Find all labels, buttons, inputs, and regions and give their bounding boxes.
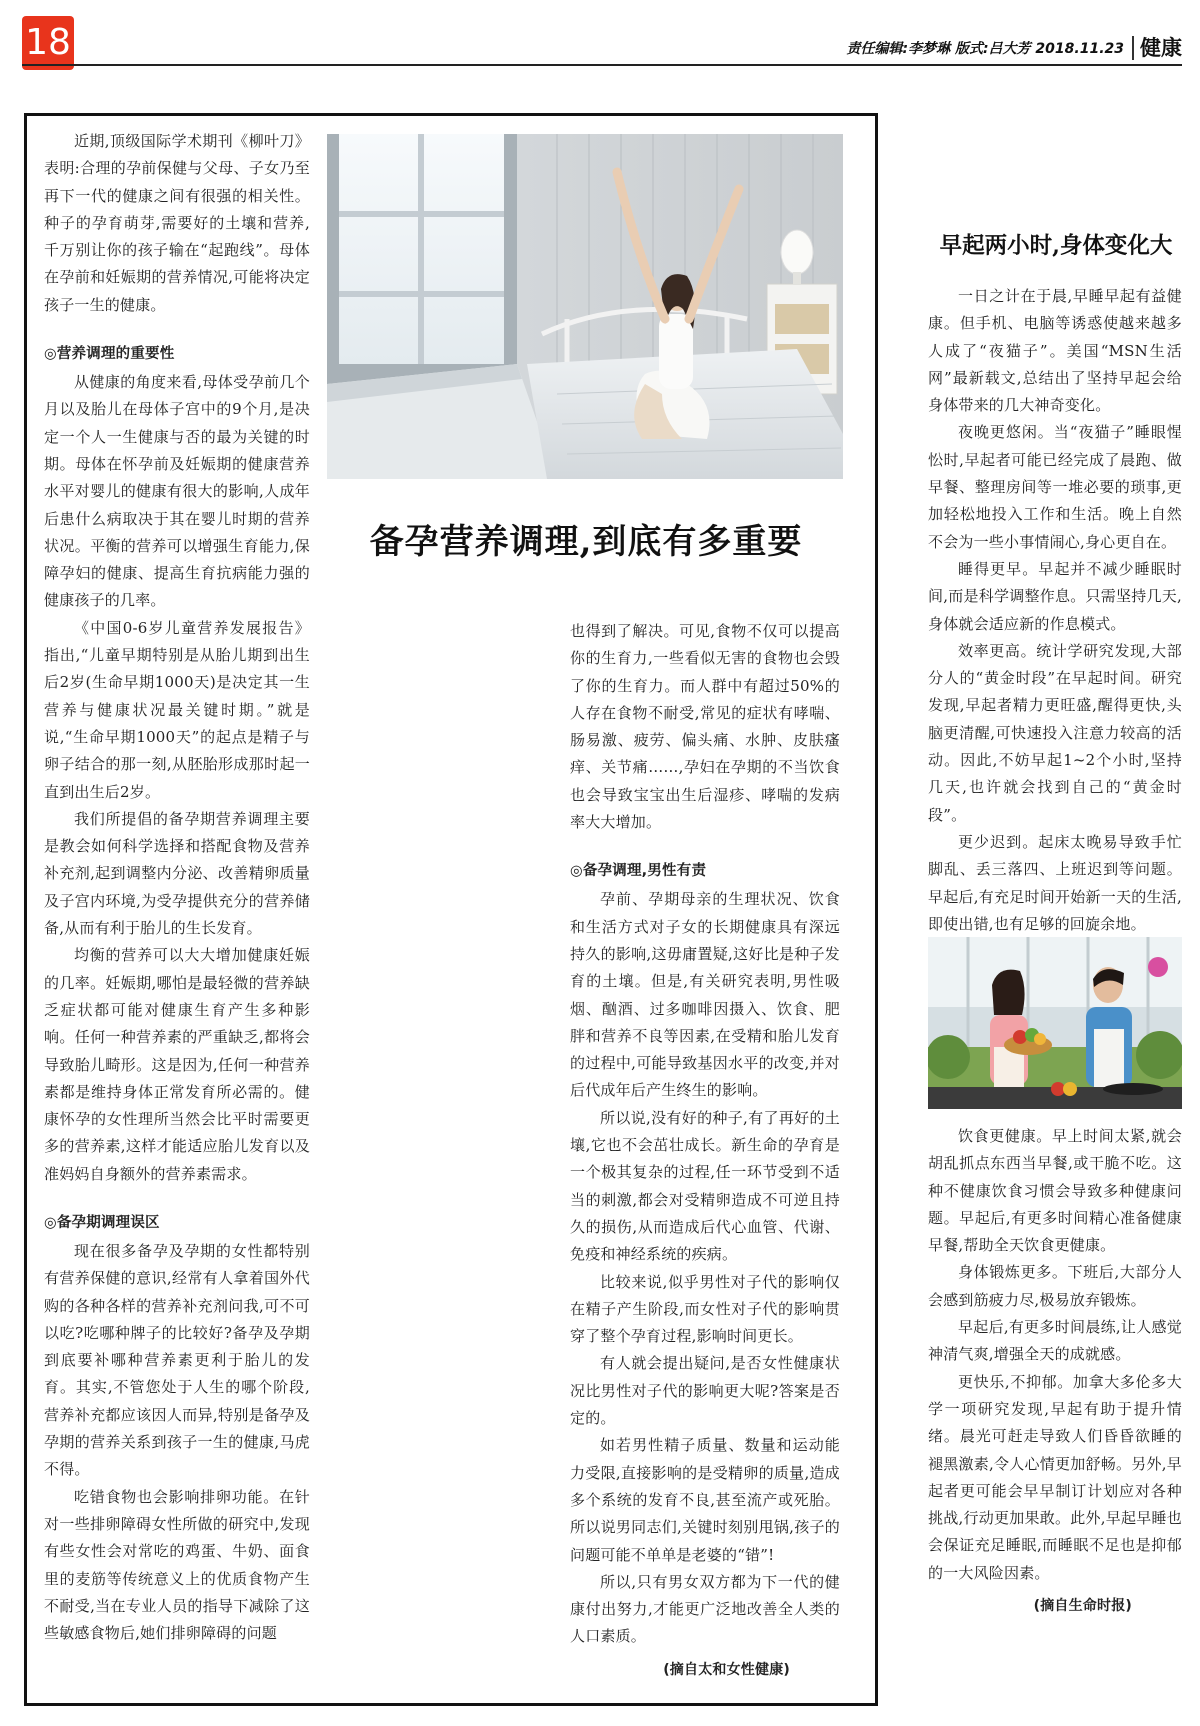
couple-cooking-photo — [928, 937, 1182, 1109]
paragraph: 比较来说,似乎男性对子代的影响仅在精子产生阶段,而女性对子代的影响贯穿了整个孕育过程,影响时间更长。 — [570, 1272, 840, 1346]
source-credit: (摘自太和女性健康) — [663, 1661, 790, 1678]
paragraph: 吃错食物也会影响排卵功能。在针对一些排卵障碍女性所做的研究中,发现有些女性会对常吃的鸡蛋、牛奶、面食里的麦筋等传统意义上的优质食物产生不耐受,当在专业人员的指导下减除了这些敏感食物后,她们排卵障碍的问题 — [44, 1487, 310, 1643]
paragraph: 也得到了解决。可见,食物不仅可以提高你的生育力,一些看似无害的食物也会毁了你的生育力。而人群中有超过50%的人存在食物不耐受,常见的症状有哮喘、肠易激、疲劳、偏头痛、水肿、皮肤瘙痒、关节痛……,孕妇在孕期的不当饮食也会导致宝宝出生后湿疹、哮喘的发病率大大增加。 — [570, 622, 840, 832]
paragraph: 饮食更健康。早上时间太紧,就会胡乱抓点东西当早餐,或干脆不吃。这种不健康饮食习惯会导致多种健康问题。早起后,有更多时间精心准备健康早餐,帮助全天饮食更健康。 — [928, 1127, 1182, 1255]
paragraph: 《中国0-6岁儿童营养发展报告》指出,“儿童早期特别是从胎儿期到出生后2岁(生命早期1000天)是决定其一生营养与健康状况最关键时期。”就是说,“生命早期1000天”的起点是精子与卵子结合的那一刻,从胚胎形成那时起一直到出生后2岁。 — [44, 618, 310, 801]
paragraph: 效率更高。统计学研究发现,大部分人的“黄金时段”在早起时间。研究发现,早起者精力更旺盛,醒得更快,头脑更清醒,可快速投入注意力较高的活动。因此,不妨早起1~2个小时,坚持几天,也许就会找到自己的“黄金时段”。 — [928, 641, 1182, 824]
paragraph: 更少迟到。起床太晚易导致手忙脚乱、丢三落四、上班迟到等问题。早起后,有充足时间开始新一天的生活,即使出错,也有足够的回旋余地。 — [928, 832, 1182, 933]
sidebar-column-lower — [928, 1123, 1182, 1620]
paragraph: 孕前、孕期母亲的生理状况、饮食和生活方式对子女的长期健康具有深远持久的影响,这毋庸置疑,这好比是种子发育的土壤。但是,有关研究表明,男性吸烟、酗酒、过多咖啡因摄入、饮食、肥胖和营养不良等因素,在受精和胎儿发育的过程中,可能导致基因水平的改变,并对后代成年后产生终生的影响。 — [570, 890, 840, 1100]
article-column-1 — [44, 128, 310, 1647]
header-info — [846, 34, 1182, 62]
paragraph: 一日之计在于晨,早睡早起有益健康。但手机、电脑等诱惑使越来越多人成了“夜猫子”。美国“MSN生活网”最新载文,总结出了坚持早起会给身体带来的几大神奇变化。 — [928, 287, 1182, 415]
section-heading: ◎备孕期调理误区 — [44, 1214, 160, 1231]
bedroom-photo — [327, 134, 843, 479]
paragraph: 更快乐,不抑郁。加拿大多伦多大学一项研究发现,早起有助于提升情绪。晨光可赶走导致人们昏昏欲睡的褪黑激素,令人心情更加舒畅。另外,早起者更可能会早早制订计划应对各种挑战,行动更加果敢。此外,早起早睡也会保证充足睡眠,而睡眠不足也是抑郁的一大风险因素。 — [928, 1372, 1182, 1582]
paragraph: 从健康的角度来看,母体受孕前几个月以及胎儿在母体子宫中的9个月,是决定一个人一生健康与否的最为关键的时期。母体在怀孕前及妊娠期的健康营养水平对婴儿的健康有很大的影响,人成年后患什么病取决于其在婴儿时期的营养状况。平衡的营养可以增强生育能力,保障孕妇的健康、提高生育抗病能力强的健康孩子的几率。 — [44, 373, 310, 610]
paragraph: 早起后,有更多时间晨练,让人感觉神清气爽,增强全天的成就感。 — [928, 1318, 1182, 1364]
article-column-2 — [570, 618, 840, 1684]
section-name: 健康 — [1132, 36, 1182, 60]
section-heading: ◎营养调理的重要性 — [44, 346, 175, 363]
editor-info: 责任编辑:李梦琳 版式:吕大芳 2018.11.23 — [846, 41, 1124, 57]
section-heading: ◎备孕调理,男性有责 — [570, 863, 707, 880]
paragraph: 夜晚更悠闲。当“夜猫子”睡眼惺忪时,早起者可能已经完成了晨跑、做早餐、整理房间等一堆必要的琐事,更加轻松地投入工作和生活。晚上自然不会为一些小事情闹心,身心更自在。 — [928, 423, 1182, 551]
paragraph: 有人就会提出疑问,是否女性健康状况比男性对子代的影响更大呢?答案是否定的。 — [570, 1354, 840, 1428]
paragraph: 如若男性精子质量、数量和运动能力受限,直接影响的是受精卵的质量,造成多个系统的发育不良,甚至流产或死胎。所以说男同志们,关键时刻别甩锅,孩子的问题可能不单单是老婆的“错”! — [570, 1436, 840, 1564]
paragraph: 所以说,没有好的种子,有了再好的土壤,它也不会茁壮成长。新生命的孕育是一个极其复杂的过程,任一环节受到不适当的刺激,都会对受精卵造成不可逆且持久的损伤,从而造成后代心血管、代谢、免疫和神经系统的疾病。 — [570, 1108, 840, 1264]
header-rule — [22, 64, 1182, 66]
source-credit: (摘自生命时报) — [1033, 1598, 1132, 1615]
page-number: 18 — [22, 16, 74, 70]
paragraph: 近期,顶级国际学术期刊《柳叶刀》表明:合理的孕前保健与父母、子女乃至再下一代的健康之间有很强的相关性。种子的孕育萌芽,需要好的土壤和营养,千万别让你的孩子输在“起跑线”。母体在孕前和妊娠期的营养情况,可能将决定孩子一生的健康。 — [44, 132, 310, 314]
sidebar-title: 早起两小时,身体变化大 — [939, 233, 1173, 259]
paragraph: 身体锻炼更多。下班后,大部分人会感到筋疲力尽,极易放弃锻炼。 — [928, 1263, 1182, 1309]
article-title: 备孕营养调理,到底有多重要 — [369, 522, 803, 562]
paragraph: 睡得更早。早起并不减少睡眠时间,而是科学调整作息。只需坚持几天,身体就会适应新的作息模式。 — [928, 559, 1182, 633]
sidebar-column-upper — [928, 283, 1182, 938]
paragraph: 所以,只有男女双方都为下一代的健康付出努力,才能更广泛地改善全人类的人口素质。 — [570, 1572, 840, 1646]
paragraph: 均衡的营养可以大大增加健康妊娠的几率。妊娠期,哪怕是最轻微的营养缺乏症状都可能对健康生育产生多种影响。任何一种营养素的严重缺乏,都将会导致胎儿畸形。这是因为,任何一种营养素都是维持身体正常发育所必需的。健康怀孕的女性理所当然会比平时需要更多的营养素,这样才能适应胎儿发育以及准妈妈自身额外的营养素需求。 — [44, 946, 310, 1183]
paragraph: 现在很多备孕及孕期的女性都特别有营养保健的意识,经常有人拿着国外代购的各种各样的营养补充剂问我,可不可以吃?吃哪种牌子的比较好?备孕及孕期到底要补哪种营养素更利于胎儿的发育。其实,不管您处于人生的哪个阶段,营养补充都应该因人而异,特别是备孕及孕期的营养关系到孩子一生的健康,马虎不得。 — [44, 1241, 310, 1479]
paragraph: 我们所提倡的备孕期营养调理主要是教会如何科学选择和搭配食物及营养补充剂,起到调整内分泌、改善精卵质量及子宫内环境,为受孕提供充分的营养储备,从而有利于胎儿的生长发育。 — [44, 809, 310, 938]
